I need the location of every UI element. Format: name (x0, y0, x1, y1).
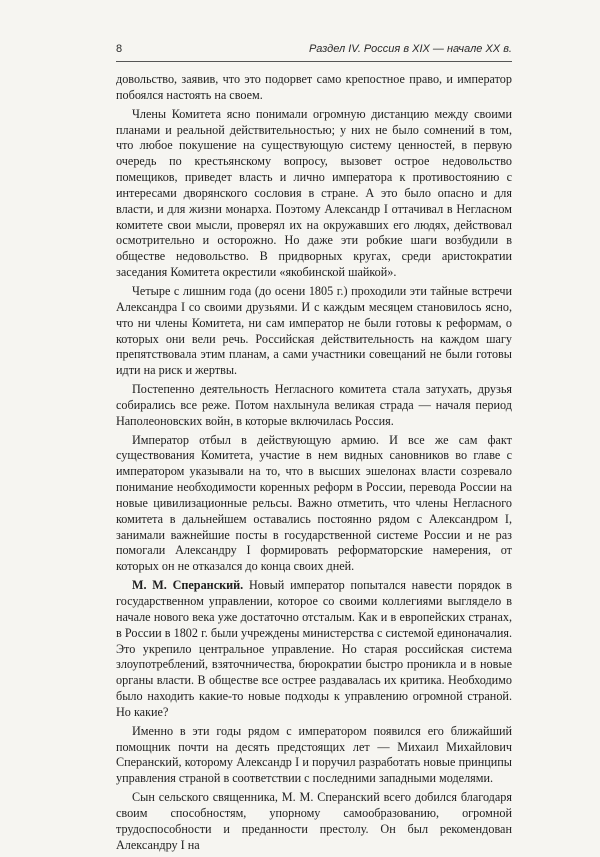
paragraph-text: Сын сельского священника, М. М. Сперанский всего добился благодаря своим способностям, упорному самообразованию, огромной трудоспособности и преданности престолу. Он был рекомендован Александру I на (116, 790, 512, 852)
running-title: Раздел IV. Россия в XIX — начале XX в. (308, 43, 512, 55)
running-header (116, 40, 512, 60)
paragraph (116, 107, 512, 281)
paragraph (116, 72, 512, 104)
paragraph (116, 382, 512, 430)
paragraph-text: Император отбыл в действующую армию. И все же сам факт существования Комитета, участие в нем видных сановников во главе с императором указывали на то, что в высших эшелонах власти созревало понимание необходимости коренных реформ в России, перевода России на новые цивилизационные рельсы. Важно отметить, что члены Негласного комитета в дальнейшем оставались постоянно рядом с Александром I, занимали важнейшие посты в государственной системе России и не раз помогали Александру I формировать реформаторские намерения, от которых он не отказался до конца своих дней. (116, 432, 512, 574)
paragraph (116, 433, 512, 576)
header-rule (116, 61, 512, 62)
paragraph-text: Именно в эти годы рядом с императором появился его ближайший помощник почти на десять предстоящих лет — Михаил Михайлович Сперанский, которому Александр I и поручил разработать новые принципы управления страной в соответствии с последними западными моделями. (116, 723, 512, 786)
paragraph-text: Новый император попытался навести порядок в государственном управлении, которое со своими коллегиями выглядело в начале нового века уже достаточно отсталым. Как и в европейских странах, в России в 1802 г. были учреждены министерства с системой единоначалия. Это укрепило центральное управление. Но старая российская система злоупотреблений, взяточничества, бюрократии быстро проникла и в новые органы власти. В обществе все острее раздавалась их критика. Необходимо было находить какие-то новые подходы к управлению огромной страной. Но какие? (116, 578, 513, 719)
page-number: 8 (116, 43, 123, 55)
paragraph-text: Четыре с лишним года (до осени 1805 г.) проходили эти тайные встречи Александра I со своими друзьями. И с каждым месяцем становилось ясно, что ни члены Комитета, ни сам император не были готовы к реформам, о которых они вели речь. Российская действительность на каждом шагу препятствовала этим планам, а сами участники совещаний не были готовы идти на риск и жертвы. (116, 283, 512, 378)
paragraph (116, 790, 512, 853)
paragraph (116, 284, 512, 379)
body-text (116, 72, 512, 857)
section-heading: М. М. Сперанский. (132, 578, 244, 593)
paragraph (116, 578, 512, 721)
paragraph (116, 724, 512, 787)
paragraph-text: довольство, заявив, что это подорвет само крепостное право, и император побоялся настоять на своем. (116, 72, 512, 102)
paragraph-text: Члены Комитета ясно понимали огромную дистанцию между своими планами и реальной действительностью; у них не было сомнений в том, что любое покушение на существующую систему ценностей, в первую очередь по крестьянскому вопросу, вызовет острое недовольство помещиков, приведет власть и лично императора к противостоянию с интересами дворянского сословия в стране. А это было опасно и для власти, и для жизни монарха. Поэтому Александр I оттачивал в Негласном комитете свои мысли, проверял их на окружавших его людях, действовал осмотрительно и осторожно. Но даже эти робкие шаги возбудили в обществе недовольство. В придворных кругах, среди аристократии заседания Комитета окрестили «якобинской шайкой». (116, 106, 512, 280)
paragraph-text: Постепенно деятельность Негласного комитета стала затухать, друзья собирались все реже. Потом нахлынула великая страда — началя период Наполеоновских войн, в которые включилась Россия. (116, 382, 512, 428)
